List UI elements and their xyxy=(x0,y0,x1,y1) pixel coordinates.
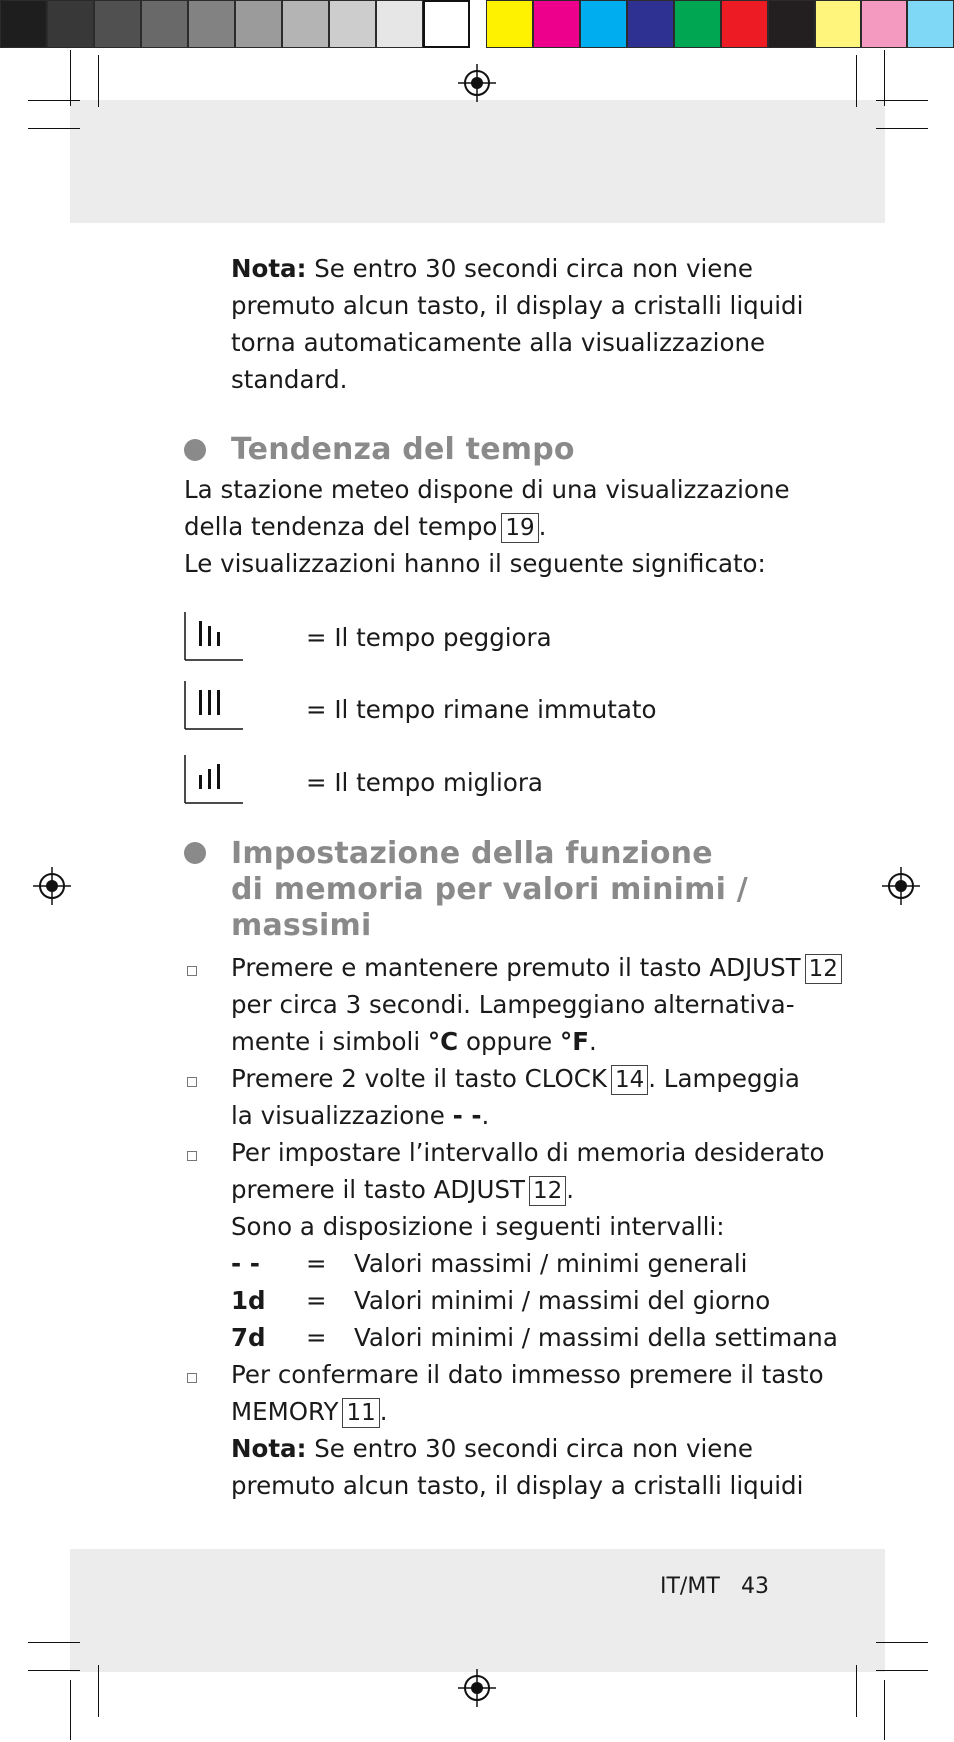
blue-swatch xyxy=(627,0,674,48)
note-text: Nota: Se entro 30 secondi circa non viene xyxy=(231,1434,753,1463)
gray-swatch xyxy=(235,0,282,48)
white-swatch xyxy=(423,0,470,48)
gray-swatch xyxy=(141,0,188,48)
note-text: premuto alcun tasto, il display a cristalli liquidi xyxy=(231,1471,804,1500)
step-text: Per impostare l’intervallo di memoria desiderato xyxy=(231,1138,825,1167)
interval-equals: = xyxy=(306,1323,327,1352)
note-text: premuto alcun tasto, il display a cristalli liquidi xyxy=(231,291,804,320)
interval-description: Valori minimi / massimi del giorno xyxy=(354,1286,771,1315)
light-cyan-swatch xyxy=(907,0,954,48)
interval-equals: = xyxy=(306,1286,327,1315)
pink-swatch xyxy=(861,0,907,48)
registration-mark-icon xyxy=(882,867,920,905)
step-text: la visualizzazione - -. xyxy=(231,1101,490,1130)
gray-swatch xyxy=(329,0,376,48)
color-calibration-bar xyxy=(0,0,954,49)
reference-number: 19 xyxy=(501,513,538,543)
section-title-line: Impostazione della funzione xyxy=(231,836,713,871)
gray-swatch xyxy=(282,0,329,48)
reference-number: 12 xyxy=(529,1176,566,1206)
registration-mark-icon xyxy=(33,867,71,905)
gray-swatch xyxy=(0,0,47,48)
header-band xyxy=(70,100,885,223)
checkbox-bullet xyxy=(187,966,197,976)
section-title-line: di memoria per valori minimi / xyxy=(231,872,748,907)
footer-band xyxy=(70,1549,885,1672)
gray-swatch xyxy=(47,0,94,48)
magenta-swatch xyxy=(533,0,580,48)
weather-unchanged-icon xyxy=(184,681,244,731)
interval-code: 7d xyxy=(231,1323,266,1352)
step-text: Sono a disposizione i seguenti intervalli: xyxy=(231,1212,725,1241)
trend-description: = Il tempo rimane immutato xyxy=(306,695,657,724)
red-swatch xyxy=(721,0,768,48)
checkbox-bullet xyxy=(187,1151,197,1161)
section-bullet xyxy=(184,842,206,864)
weather-better-icon xyxy=(184,755,244,805)
page-number: 43 xyxy=(741,1574,769,1599)
interval-code: 1d xyxy=(231,1286,266,1315)
paragraph: La stazione meteo dispone di una visualizzazione xyxy=(184,475,790,504)
section-bullet xyxy=(184,439,206,461)
black-swatch xyxy=(768,0,815,48)
checkbox-bullet xyxy=(187,1077,197,1087)
step-text: Per confermare il dato immesso premere il tasto xyxy=(231,1360,824,1389)
trend-description: = Il tempo migliora xyxy=(306,768,543,797)
section-title-line: massimi xyxy=(231,908,372,943)
note-label: Nota: xyxy=(231,254,307,283)
reference-number: 14 xyxy=(611,1065,648,1095)
note-text: Se entro 30 secondi circa non viene xyxy=(314,254,753,283)
registration-mark-icon xyxy=(458,64,496,102)
step-text: Premere 2 volte il tasto CLOCK 14 . Lampeggia xyxy=(231,1064,800,1093)
gray-swatch xyxy=(94,0,141,48)
step-text: per circa 3 secondi. Lampeggiano alternativa- xyxy=(231,990,795,1019)
trend-description: = Il tempo peggiora xyxy=(306,623,552,652)
fahrenheit-symbol: °F xyxy=(559,1027,589,1056)
interval-description: Valori minimi / massimi della settimana xyxy=(354,1323,838,1352)
weather-worse-icon xyxy=(184,612,244,662)
checkbox-bullet xyxy=(187,1373,197,1383)
celsius-symbol: °C xyxy=(427,1027,459,1056)
interval-description: Valori massimi / minimi generali xyxy=(354,1249,748,1278)
reference-number: 12 xyxy=(805,954,842,984)
step-text: MEMORY 11 . xyxy=(231,1397,388,1426)
language-code: IT/MT xyxy=(660,1574,720,1599)
paragraph: della tendenza del tempo 19 . xyxy=(184,512,547,541)
note-text: standard. xyxy=(231,365,348,394)
step-text: premere il tasto ADJUST 12 . xyxy=(231,1175,575,1204)
paragraph: Le visualizzazioni hanno il seguente significato: xyxy=(184,549,766,578)
gray-swatch xyxy=(188,0,235,48)
reference-number: 11 xyxy=(342,1398,379,1428)
interval-code: - - xyxy=(231,1249,260,1278)
gray-swatch xyxy=(376,0,423,48)
yellow-swatch xyxy=(486,0,533,48)
registration-mark-icon xyxy=(458,1669,496,1707)
interval-equals: = xyxy=(306,1249,327,1278)
light-yellow-swatch xyxy=(815,0,861,48)
green-swatch xyxy=(674,0,721,48)
note-text: torna automaticamente alla visualizzazione xyxy=(231,328,766,357)
step-text: mente i simboli °C oppure °F. xyxy=(231,1027,597,1056)
section-title: Tendenza del tempo xyxy=(231,432,575,467)
note-label: Nota: xyxy=(231,1434,307,1463)
cyan-swatch xyxy=(580,0,627,48)
step-text: Premere e mantenere premuto il tasto ADJUST 12 xyxy=(231,949,842,986)
dashes-symbol: - - xyxy=(452,1101,482,1130)
